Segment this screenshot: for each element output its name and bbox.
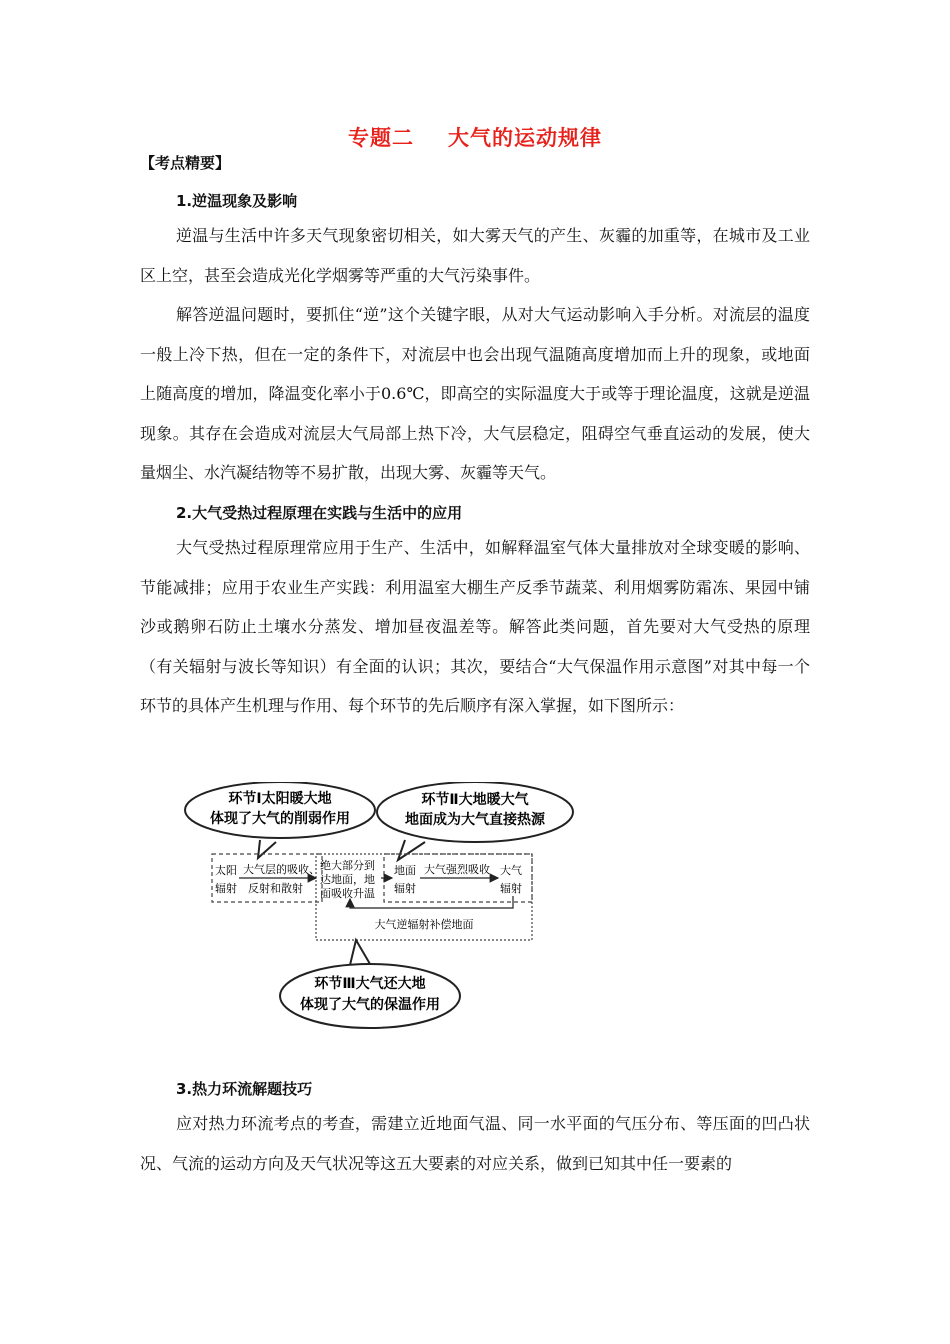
bubble1-line2: 体现了大气的削弱作用 — [210, 811, 350, 827]
bubble1-line1: 环节Ⅰ太阳暖大地 — [228, 791, 332, 807]
atmosphere-heating-diagram — [180, 782, 580, 1032]
heading-thermal-circulation: 3.热力环流解题技巧 — [176, 1080, 313, 1098]
ground-rad-2: 辐射 — [394, 882, 416, 895]
bubble3-line1: 环节Ⅲ大气还大地 — [314, 976, 426, 992]
heading-heating-process: 2.大气受热过程原理在实践与生活中的应用 — [176, 504, 463, 522]
paragraph-inversion-analysis: 解答逆温问题时，要抓住“逆”这个关键字眼，从对大气运动影响入手分析。对流层的温度一般上冷下热，但在一定的条件下，对流层中也会出现气温随高度增加而上升的现象，或地面上随高度的增加，降温变化率小于0.6℃，即高空的实际温度大于或等于理论温度，这就是逆温现象。其存在会造成对流层大气局部上热下冷，大气层稳定，阻碍空气垂直运动的发展，使大量烟尘、水汽凝结物等不易扩散，出现大雾、灰霾等天气。 — [140, 305, 810, 482]
bubble3-line2: 体现了大气的保温作用 — [300, 997, 440, 1013]
atm-rad-1: 大气 — [500, 864, 522, 877]
sun-rad-1: 太阳 — [215, 864, 237, 877]
ground-3: 面吸收升温 — [320, 887, 375, 900]
ground-rad-1: 地面 — [394, 864, 416, 877]
bubble-stage-2 — [377, 782, 573, 860]
diagram-svg — [180, 782, 580, 1032]
heading-inversion: 1.逆温现象及影响 — [176, 192, 298, 210]
title-part-2: 大气的运动规律 — [448, 126, 602, 150]
counter-radiation-label: 大气逆辐射补偿地面 — [374, 918, 474, 931]
paragraph-inversion-intro: 逆温与生活中许多天气现象密切相关，如大雾天气的产生、灰霾的加重等，在城市及工业区上空，甚至会造成光化学烟雾等严重的大气污染事件。 — [140, 226, 810, 285]
section-tag: 【考点精要】 — [140, 154, 231, 172]
title-part-1: 专题二 — [348, 126, 414, 150]
atm-layer-2: 反射和散射 — [248, 882, 303, 895]
sun-rad-2: 辐射 — [215, 882, 237, 895]
atm-rad-2: 辐射 — [500, 882, 522, 895]
atm-layer-1: 大气层的吸收、 — [243, 863, 320, 876]
bubble-stage-3 — [280, 940, 460, 1028]
ground-1: 绝大部分到 — [320, 859, 375, 872]
paragraph-heating-process: 大气受热过程原理常应用于生产、生活中，如解释温室气体大量排放对全球变暖的影响、节能减排；应用于农业生产实践：利用温室大棚生产反季节蔬菜、利用烟雾防霜冻、果园中铺沙或鹅卵石防止土壤水分蒸发、增加昼夜温差等。解答此类问题，首先要对大气受热的原理（有关辐射与波长等知识）有全面的认识；其次，要结合“大气保温作用示意图”对其中每一个环节的具体产生机理与作用、每个环节的先后顺序有深入掌握，如下图所示： — [140, 538, 810, 715]
page-title — [0, 122, 950, 152]
paragraph-thermal-circulation: 应对热力环流考点的考查，需建立近地面气温、同一水平面的气压分布、等压面的凹凸状况、气流的运动方向及天气状况等这五大要素的对应关系，做到已知其中任一要素的 — [140, 1114, 810, 1173]
strong-absorption: 大气强烈吸收 — [424, 863, 490, 876]
bubble-stage-1 — [185, 782, 375, 858]
ground-2: 达地面，地 — [320, 873, 375, 886]
bubble2-line2: 地面成为大气直接热源 — [405, 812, 545, 828]
bubble2-line1: 环节Ⅱ大地暖大气 — [421, 792, 529, 808]
